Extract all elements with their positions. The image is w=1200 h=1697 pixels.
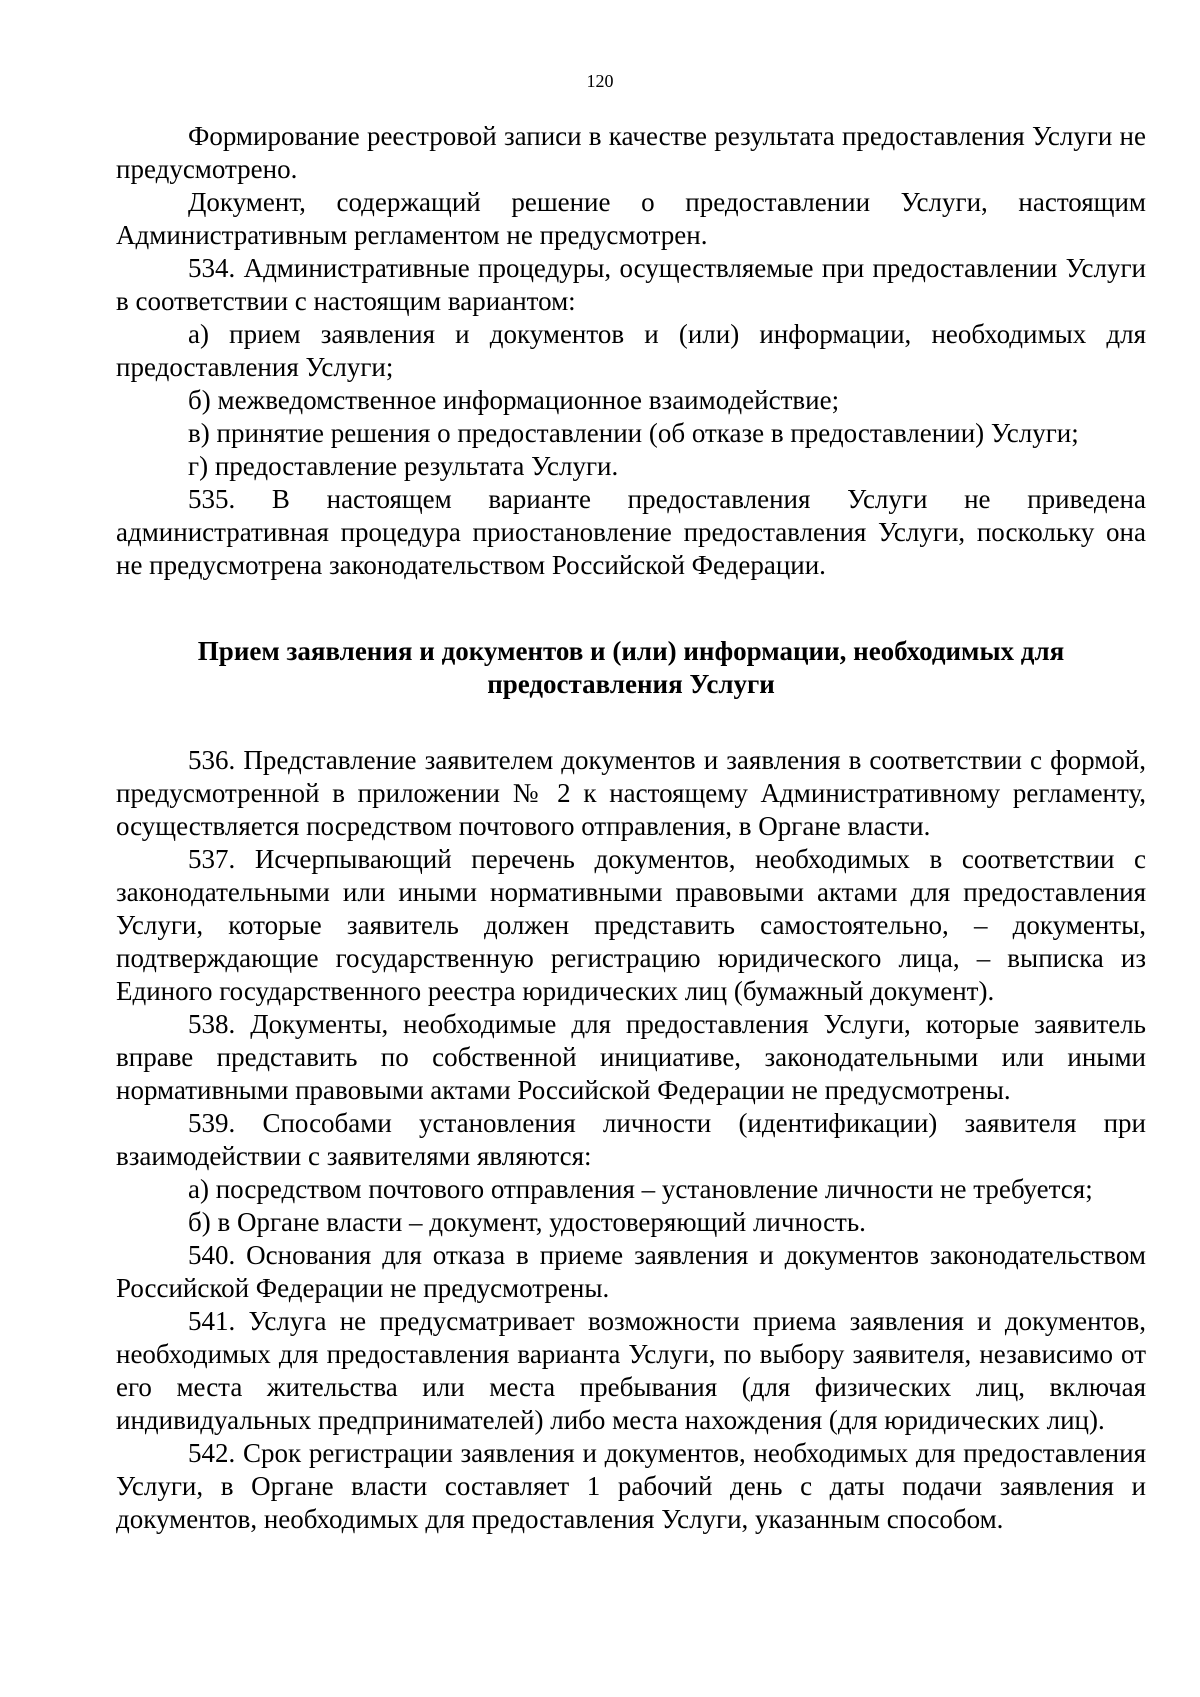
list-item: а) посредством почтового отправления – установление личности не требуется; <box>188 1174 1093 1204</box>
list-item: б) межведомственное информационное взаимодействие; <box>188 385 840 415</box>
paragraph: 541. Услуга не предусматривает возможности приема заявления и документов, необходимых для предоставления варианта Услуги, по выбору заявителя, независимо от его места жительства или места пребывания (для физических лиц, включая индивидуальных предпринимателей) либо места нахождения (для юридических лиц). <box>116 1306 1146 1435</box>
paragraph: Формирование реестровой записи в качестве результата предоставления Услуги не предусмотрено. <box>116 121 1146 184</box>
document-body <box>116 120 1146 1536</box>
paragraph: Документ, содержащий решение о предоставлении Услуги, настоящим Административным регламентом не предусмотрен. <box>116 187 1146 250</box>
list-item: в) принятие решения о предоставлении (об отказе в предоставлении) Услуги; <box>188 418 1079 448</box>
paragraph: 540. Основания для отказа в приеме заявления и документов законодательством Российской Федерации не предусмотрены. <box>116 1240 1146 1303</box>
paragraph: 534. Административные процедуры, осуществляемые при предоставлении Услуги в соответствии с настоящим вариантом: <box>116 253 1146 316</box>
paragraph: 539. Способами установления личности (идентификации) заявителя при взаимодействии с заявителями являются: <box>116 1108 1146 1171</box>
list-item: а) прием заявления и документов и (или) информации, необходимых для предоставления Услуги; <box>116 319 1146 382</box>
paragraph: 538. Документы, необходимые для предоставления Услуги, которые заявитель вправе представить по собственной инициативе, законодательными или иными нормативными правовыми актами Российской Федерации не предусмотрены. <box>116 1009 1146 1105</box>
paragraph: 535. В настоящем варианте предоставления Услуги не приведена административная процедура приостановление предоставления Услуги, поскольку она не предусмотрена законодательством Российской Федерации. <box>116 484 1146 580</box>
list-item: б) в Органе власти – документ, удостоверяющий личность. <box>188 1207 866 1237</box>
page-number: 120 <box>586 71 614 91</box>
section-heading: Прием заявления и документов и (или) информации, необходимых для предоставления Услуги <box>197 636 1065 699</box>
paragraph: 542. Срок регистрации заявления и документов, необходимых для предоставления Услуги, в Органе власти составляет 1 рабочий день с даты подачи заявления и документов, необходимых для предоставления Услуги, указанным способом. <box>116 1438 1146 1534</box>
list-item: г) предоставление результата Услуги. <box>188 451 619 481</box>
paragraph: 537. Исчерпывающий перечень документов, необходимых в соответствии с законодательными или иными нормативными правовыми актами для предоставления Услуги, которые заявитель должен представить самостоятельно, – документы, подтверждающие государственную регистрацию юридического лица, – выписка из Единого государственного реестра юридических лиц (бумажный документ). <box>116 844 1146 1006</box>
paragraph: 536. Представление заявителем документов и заявления в соответствии с формой, предусмотренной в приложении № 2 к настоящему Административному регламенту, осуществляется посредством почтового отправления, в Органе власти. <box>116 745 1146 841</box>
